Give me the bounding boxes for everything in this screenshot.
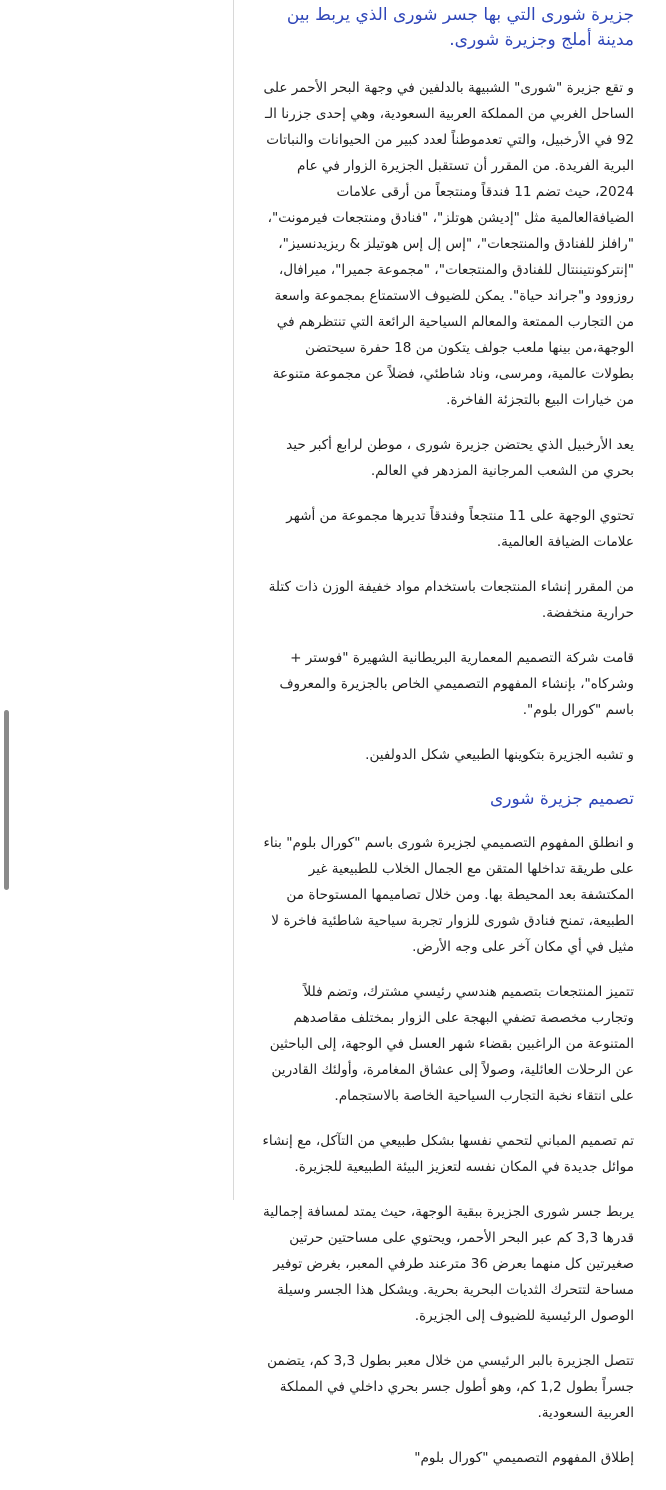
section-heading-design: تصميم جزيرة شورى [489, 789, 634, 809]
paragraph-crossing: تتصل الجزيرة بالبر الرئيسي من خلال معبر بطول 3,3 كم، يتضمن جسراً بطول 1,2 كم، وهو أطول جسر بحري داخلي في المملكة العربية السعودية. [267, 1353, 634, 1421]
paragraph-architect: قامت شركة التصميم المعمارية البريطانية الشهيرة "فوستر + وشركاه"، بإنشاء المفهوم التصميمي الخاص بالجزيرة والمعروف باسم "كورال بلوم". [279, 650, 634, 718]
article-body [262, 0, 634, 1490]
scrollbar-thumb[interactable] [4, 710, 9, 890]
section-heading-bridge: جزيرة شورى التي بها جسر شورى الذي يربط بين مدينة أملج وجزيرة شورى. [286, 5, 634, 50]
paragraph-materials: من المقرر إنشاء المنتجعات باستخدام مواد خفيفة الوزن ذات كتلة حرارية منخفضة. [268, 579, 634, 621]
paragraph-villas: تتميز المنتجعات بتصميم هندسي رئيسي مشترك، وتضم فللاً وتجارب مخصصة تضفي البهجة على الزوار بمختلف مقاصدهم المتنوعة من الراغبين بقضاء شهر العسل في الوجهة، إلى الباحثين عن الرحلات العائلية، وصولاً إلى عشاق المغامرة، وأولئك القادرين على انتقاء نخبة التجارب السياحية الخاصة بالاستجمام. [269, 984, 634, 1104]
paragraph-location: و تقع جزيرة "شورى" الشبيهة بالدلفين في وجهة البحر الأحمر على الساحل الغربي من المملكة العربية السعودية، وهي إحدى جزرنا الـ 92 في الأرخبيل، والتي تعدموطناً لعدد كبير من الحيوانات والنباتات البرية الفريدة. من المقرر أن تستقبل الجزيرة الزوار في عام 2024، حيث تضم 11 فندقاً ومنتجعاً من أرقى علامات الضيافةالعالمية مثل "إديشن هوتلز"، "فنادق ومنتجعات فيرمونت"، "رافلز للفنادق والمنتجعات"، "إس إل إس هوتيلز & ريزيدنسيز"، "إنتركونتيننتال للفنادق والمنتجعات"، "مجموعة جميرا"، ميرافال، روزوود و"جراند حياة". يمكن للضيوف الاستمتاع بمجموعة واسعة من التجارب الممتعة والمعالم السياحية الرائعة التي تنتظرهم في الوجهة،من بينها ملعب جولف يتكون من 18 حفرة سيحتضن بطولات عالمية، ومرسى، وناد شاطئي، فضلاً عن مجموعة متنوعة من خيارات البيع بالتجزئة الفاخرة. [263, 80, 634, 408]
paragraph-erosion: تم تصميم المباني لتحمي نفسها بشكل طبيعي من التآكل، مع إنشاء موائل جديدة في المكان نفسه لتعزيز البيئة الطبيعية للجزيرة. [262, 1133, 634, 1175]
content-divider [233, 0, 234, 1200]
paragraph-dolphin: و تشبه الجزيرة بتكوينها الطبيعي شكل الدولفين. [365, 747, 634, 763]
paragraph-coral-bloom: و انطلق المفهوم التصميمي لجزيرة شورى باسم "كورال بلوم" بناء على طريقة تداخلها المتقن مع الجمال الخلاب للطبيعية غير المكتشفة بعد المحيطة بها. ومن خلال تصاميمها المستوحاة من الطبيعة، تمنح فنادق شورى للزوار تجربة سياحية شاطئية فاخرة لا مثيل في أي مكان آخر على وجه الأرض. [263, 835, 634, 955]
paragraph-resorts: تحتوي الوجهة على 11 منتجعاً وفندقاً تديرها مجموعة من أشهر علامات الضيافة العالمية. [286, 508, 634, 550]
paragraph-bridge: يربط جسر شورى الجزيرة ببقية الوجهة، حيث يمتد لمسافة إجمالية قدرها 3,3 كم عبر البحر الأحمر، ويحتوي على مساحتين حرتين صغيرتين كل منهما بعرض 36 مترعند طرفي المعبر، بغرض توفير مساحة لتتحرك الثديات البحرية بحرية. ويشكل هذا الجسر وسيلة الوصول الرئيسية للضيوف إلى الجزيرة. [262, 1204, 634, 1324]
paragraph-reef: يعد الأرخبيل الذي يحتضن جزيرة شورى ، موطن لرابع أكبر حيد بحري من الشعب المرجانية المزدهر في العالم. [286, 437, 634, 479]
paragraph-launch: إطلاق المفهوم التصميمي "كورال بلوم" [414, 1450, 634, 1466]
